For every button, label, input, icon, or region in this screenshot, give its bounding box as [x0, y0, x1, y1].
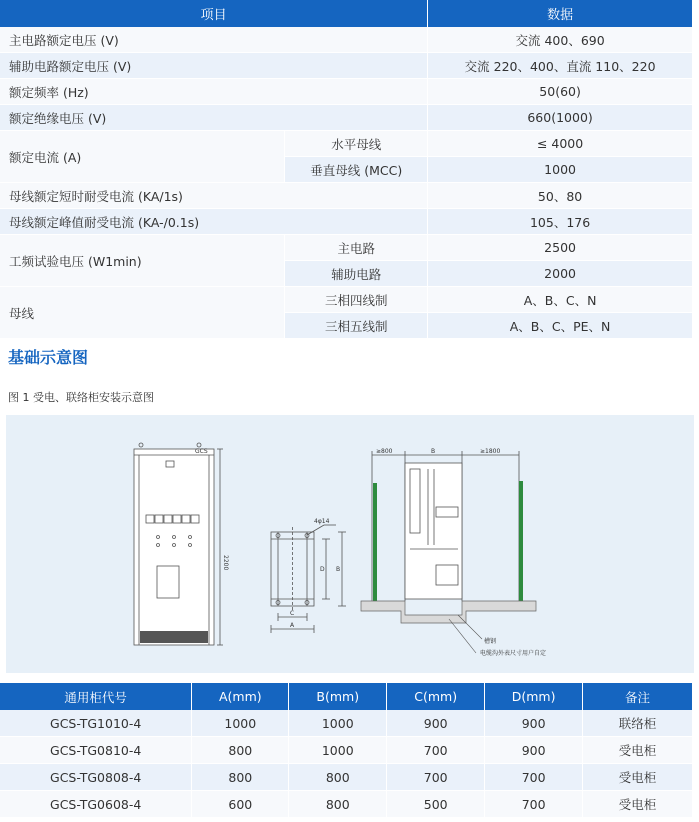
spec-row — [0, 183, 693, 209]
spec-value: 交流 400、690 — [428, 27, 693, 53]
spec-sublabel: 三相五线制 — [285, 313, 428, 339]
dimension-table — [0, 683, 693, 818]
spec-table — [0, 0, 693, 339]
cell-c: 500 — [387, 791, 485, 818]
figure-caption: 图 1 受电、联络柜安装示意图 — [8, 391, 154, 404]
spec-label: 额定频率 (Hz) — [0, 79, 428, 105]
spec-header-data: 数据 — [428, 0, 693, 27]
spec-label: 母线额定峰值耐受电流 (KA-/0.1s) — [0, 209, 428, 235]
spec-value: 交流 220、400、直流 110、220 — [428, 53, 693, 79]
cell-c: 900 — [387, 710, 485, 737]
dim-b: B — [336, 566, 341, 573]
left-clearance: ≥800 — [376, 448, 393, 455]
spec-value: 660(1000) — [428, 105, 693, 131]
cell-b: 800 — [289, 764, 387, 791]
table-row — [0, 764, 693, 791]
dim-d: D — [320, 566, 325, 573]
spec-label: 辅助电路额定电压 (V) — [0, 53, 428, 79]
cell-d: 900 — [485, 710, 583, 737]
left-wall — [373, 483, 377, 607]
cell-code: GCS-TG0808-4 — [0, 764, 192, 791]
spec-row — [0, 131, 693, 157]
height-dimension: 2200 — [222, 555, 229, 571]
side-installation-view — [372, 451, 519, 601]
cabinet-front-view — [134, 443, 223, 645]
spec-value: 50、80 — [428, 183, 693, 209]
installation-diagram — [6, 415, 694, 673]
spec-label: 额定绝缘电压 (V) — [0, 105, 428, 131]
trench-label: 电缆沟外表尺寸用户自定 — [480, 650, 547, 657]
spec-value: 1000 — [428, 157, 693, 183]
cell-d: 700 — [485, 791, 583, 818]
cell-note: 受电柜 — [583, 737, 693, 764]
cell-code: GCS-TG0608-4 — [0, 791, 192, 818]
table-row — [0, 791, 693, 818]
spec-value: A、B、C、N — [428, 287, 693, 313]
spec-row — [0, 209, 693, 235]
spec-value: ≤ 4000 — [428, 131, 693, 157]
section-title: 基础示意图 — [8, 348, 89, 367]
spec-sublabel: 辅助电路 — [285, 261, 428, 287]
cell-b: 1000 — [289, 710, 387, 737]
dim-a: A — [290, 622, 295, 629]
right-clearance: ≥1800 — [480, 448, 501, 455]
cell-d: 900 — [485, 737, 583, 764]
dims-header-c: C(mm) — [387, 683, 485, 710]
dims-header-a: A(mm) — [192, 683, 289, 710]
dims-header-d: D(mm) — [485, 683, 583, 710]
cell-note: 受电柜 — [583, 764, 693, 791]
spec-row — [0, 235, 693, 261]
floor-foundation — [361, 601, 536, 623]
dim-c: C — [290, 610, 295, 617]
foundation-plan-view — [271, 525, 346, 633]
spec-header-item: 项目 — [0, 0, 428, 27]
channel-label: 槽钢 — [484, 638, 497, 645]
spec-row — [0, 105, 693, 131]
spec-label: 工频试验电压 (W1min) — [0, 235, 285, 287]
spec-label: 主电路额定电压 (V) — [0, 27, 428, 53]
cell-c: 700 — [387, 764, 485, 791]
hole-label: 4φ14 — [314, 518, 330, 525]
spec-value: A、B、C、PE、N — [428, 313, 693, 339]
cell-note: 联络柜 — [583, 710, 693, 737]
spec-sublabel: 主电路 — [285, 235, 428, 261]
right-wall — [519, 481, 523, 607]
spec-sublabel: 垂直母线 (MCC) — [285, 157, 428, 183]
installation-figure — [6, 415, 694, 673]
spec-sublabel: 水平母线 — [285, 131, 428, 157]
cabinet-vent — [140, 631, 208, 643]
spec-label: 母线 — [0, 287, 285, 339]
cell-b: 1000 — [289, 737, 387, 764]
spec-row — [0, 287, 693, 313]
spec-value: 2000 — [428, 261, 693, 287]
spec-label: 额定电流 (A) — [0, 131, 285, 183]
spec-value: 105、176 — [428, 209, 693, 235]
cell-d: 700 — [485, 764, 583, 791]
table-row — [0, 737, 693, 764]
spec-value: 50(60) — [428, 79, 693, 105]
spec-row — [0, 27, 693, 53]
dims-header-b: B(mm) — [289, 683, 387, 710]
cell-c: 700 — [387, 737, 485, 764]
spec-row — [0, 79, 693, 105]
table-row — [0, 710, 693, 737]
dims-header-note: 备注 — [583, 683, 693, 710]
top-b-label: B — [431, 448, 436, 455]
cell-a: 600 — [192, 791, 289, 818]
spec-label: 母线额定短时耐受电流 (KA/1s) — [0, 183, 428, 209]
spec-row — [0, 53, 693, 79]
cabinet-code: GCS — [195, 448, 208, 455]
cell-a: 800 — [192, 764, 289, 791]
cell-code: GCS-TG1010-4 — [0, 710, 192, 737]
cell-code: GCS-TG0810-4 — [0, 737, 192, 764]
cell-a: 800 — [192, 737, 289, 764]
spec-value: 2500 — [428, 235, 693, 261]
cell-note: 受电柜 — [583, 791, 693, 818]
dims-header-code: 通用柜代号 — [0, 683, 192, 710]
cell-a: 1000 — [192, 710, 289, 737]
cell-b: 800 — [289, 791, 387, 818]
spec-sublabel: 三相四线制 — [285, 287, 428, 313]
